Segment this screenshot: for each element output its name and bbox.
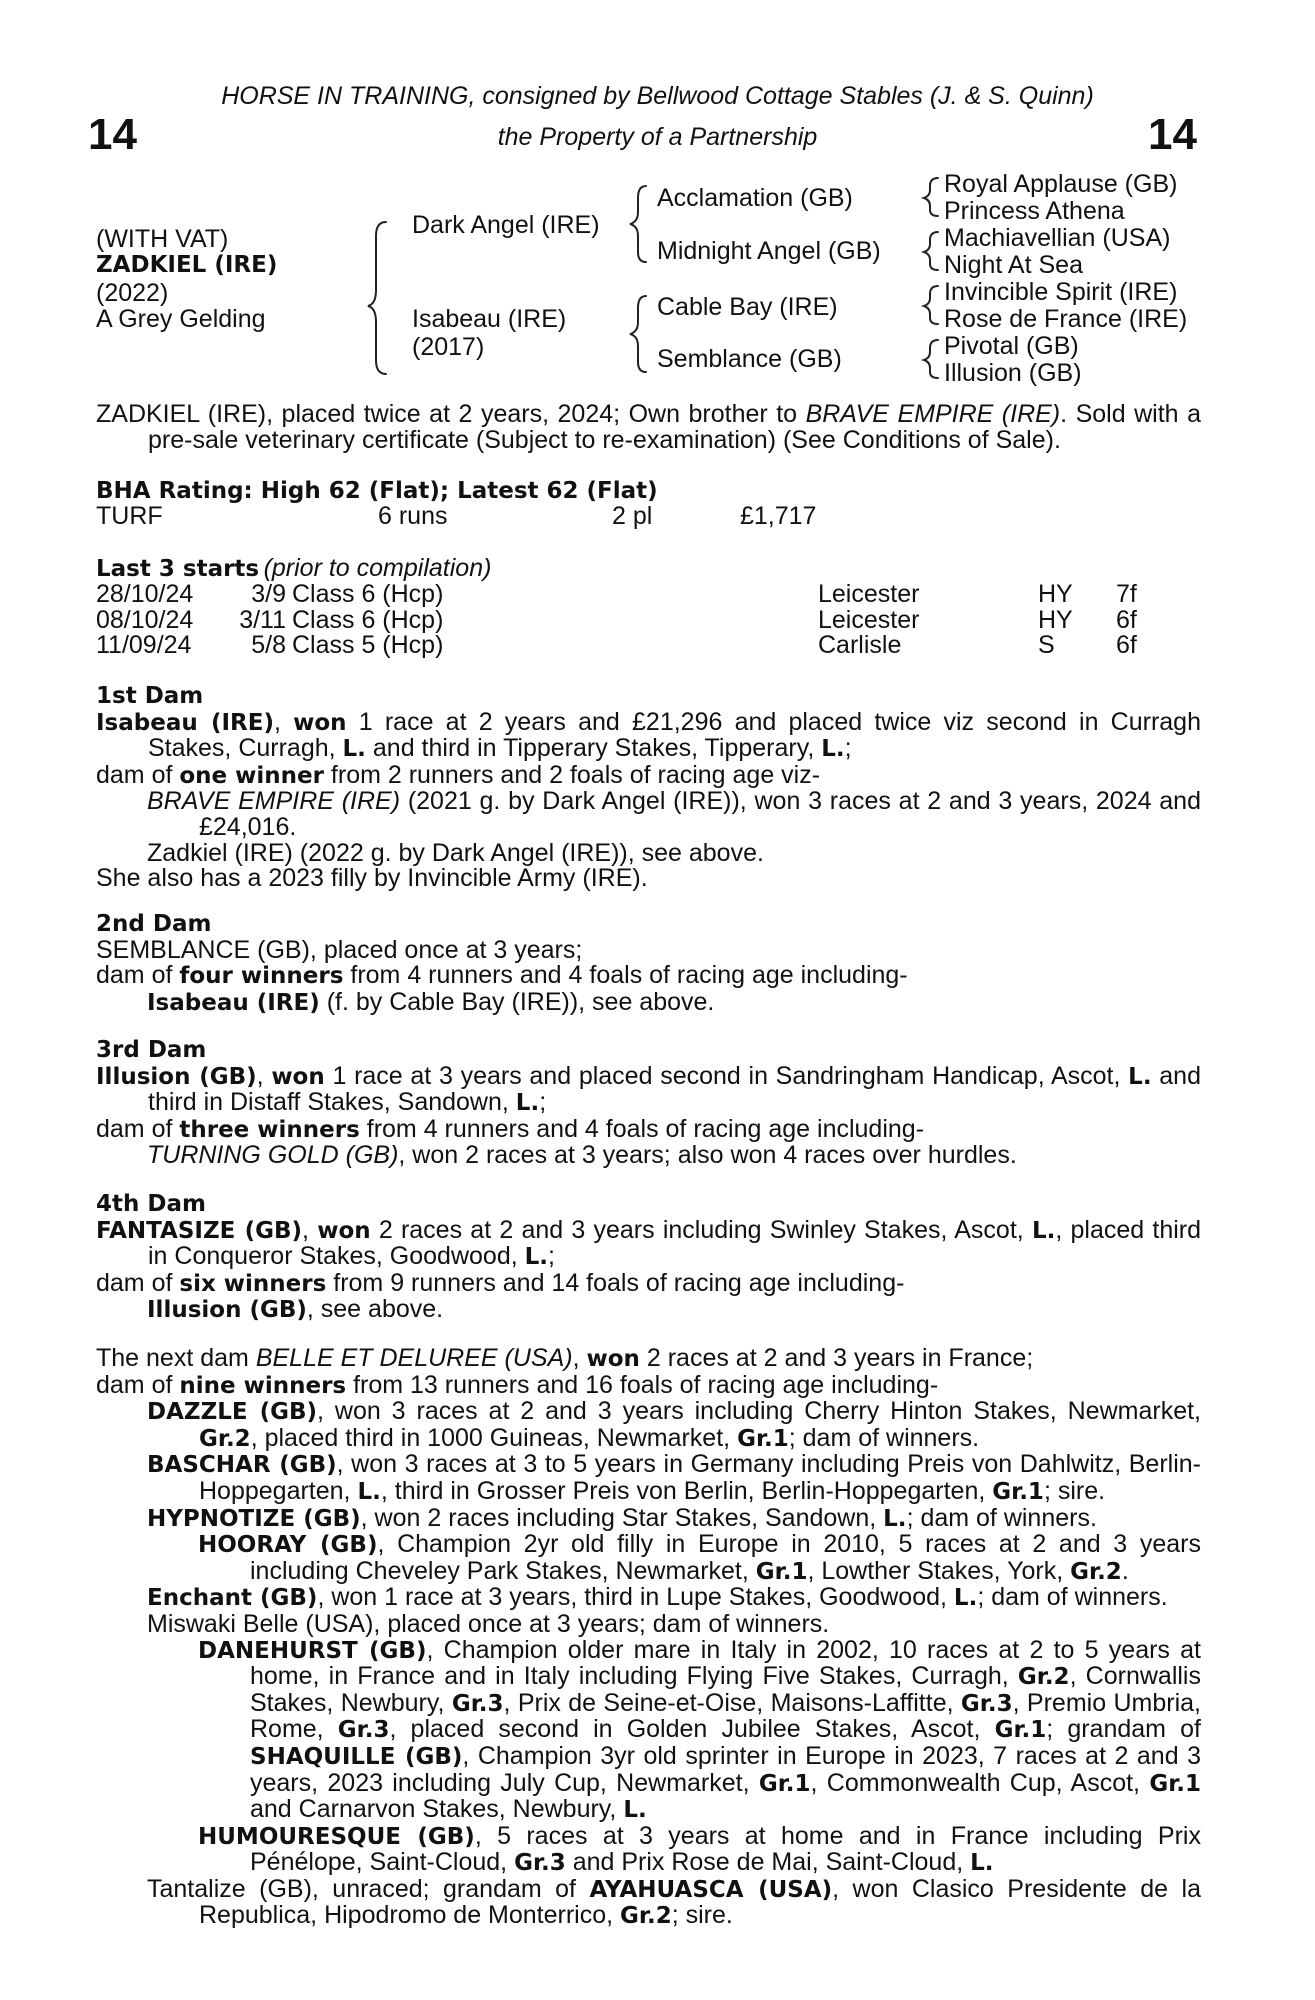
third-dam-heading: 3rd Dam	[96, 1037, 207, 1063]
first-dam-heading: 1st Dam	[96, 683, 204, 709]
start-row	[96, 607, 1196, 633]
horse-description: A Grey Gelding	[96, 305, 266, 333]
start-dist: 6f	[1116, 605, 1137, 634]
start-course: Carlisle	[818, 631, 902, 659]
start-pos: 3/11	[239, 605, 286, 634]
dam-dam: Semblance (GB)	[657, 345, 842, 373]
horse-name: ZADKIEL (IRE)	[96, 252, 278, 278]
start-going: S	[1038, 631, 1055, 659]
summary-paragraph: ZADKIEL (IRE), placed twice at 2 years, 2024; Own brother to BRAVE EMPIRE (IRE). Sold with a pre-sale veterinary certificate (Subject to re-examination) (See Conditions of Sale).	[96, 400, 1201, 454]
dam-year: (2017)	[412, 333, 485, 361]
property-line: the Property of a Partnership	[497, 123, 818, 151]
sire-sire: Acclamation (GB)	[657, 184, 853, 212]
rating-prize: £1,717	[740, 502, 817, 530]
bha-rating-title: BHA Rating: High 62 (Flat); Latest 62 (Flat)	[96, 478, 658, 504]
brace-g2	[924, 232, 938, 270]
start-going: HY	[1038, 580, 1073, 608]
rating-placed: 2 pl	[612, 502, 653, 530]
foaling-year: (2022)	[96, 279, 169, 307]
vat-label: (WITH VAT)	[96, 225, 229, 253]
fourth-dam-heading: 4th Dam	[96, 1191, 206, 1217]
grandparent-3: Machiavellian (USA)	[944, 224, 1171, 252]
grandparent-4: Night At Sea	[944, 251, 1083, 279]
brace-gen1	[368, 222, 386, 374]
lot-number-right: 14	[1148, 110, 1197, 159]
sire-dam: Midnight Angel (GB)	[657, 237, 881, 265]
grandparent-2: Princess Athena	[944, 197, 1125, 225]
start-row	[96, 632, 1196, 658]
start-race: Class 6 (Hcp)	[292, 605, 444, 634]
dam-sire: Cable Bay (IRE)	[657, 293, 838, 321]
grandparent-8: Illusion (GB)	[944, 359, 1082, 387]
sire-name: Dark Angel (IRE)	[412, 211, 600, 239]
first-dam-section: 1st Dam Isabeau (IRE), won 1 race at 2 years and £21,296 and placed twice viz second in Curragh Stakes, Curragh, L. and third in Tipperary Stakes, Tipperary, L.; dam of one winner from 2 runners and 2 foals of racing age viz- BRAVE EMPIRE (IRE) (2021 g. by Dark Angel (IRE)), won 3 races at 2 and 3 years, 2024 and £24,016. Zadkiel (IRE) (2022 g. by Dark Angel (IRE)), see above. She also has a 2023 filly by Invincible Army (IRE).	[96, 683, 1201, 893]
rating-surface: TURF	[96, 502, 163, 530]
start-race: Class 6 (Hcp)	[292, 580, 444, 608]
start-dist: 7f	[1116, 580, 1137, 608]
consignor-line: HORSE IN TRAINING, consigned by Bellwood Cottage Stables (J. & S. Quinn)	[221, 82, 1094, 110]
lot-number-left: 14	[88, 110, 137, 159]
fourth-dam-section: 4th Dam FANTASIZE (GB), won 2 races at 2 and 3 years including Swinley Stakes, Ascot, L., placed third in Conqueror Stakes, Goodwood, L.; dam of six winners from 9 runners and 14 foals of racing age including- Illusion (GB), see above.	[96, 1191, 1202, 1324]
last-starts-heading: Last 3 starts (prior to compilation)	[96, 554, 492, 582]
rating-runs: 6 runs	[378, 502, 448, 530]
next-dam-section: The next dam BELLE ET DELUREE (USA), won 2 races at 2 and 3 years in France; dam of nine winners from 13 runners and 16 foals of racing age including- DAZZLE (GB), won 3 races at 2 and 3 years including Cherry Hinton Stakes, Newmarket, Gr.2, placed third in 1000 Guineas, Newmarket, Gr.1; dam of winners. BASCHAR (GB), won 3 races at 3 to 5 years in Germany including Preis von Dahlwitz, Berlin-Hoppegarten, L., third in Grosser Preis von Berlin, Berlin-Hoppegarten, Gr.1; sire. HYPNOTIZE (GB), won 2 races including Star Stakes, Sandown, L.; dam of winners. HOORAY (GB), Champion 2yr old filly in Europe in 2010, 5 races at 2 and 3 years including Cheveley Park Stakes, Newmarket, Gr.1, Lowther Stakes, York, Gr.2. Enchant (GB), won 1 race at 3 years, third in Lupe Stakes, Goodwood, L.; dam of winners. Miswaki Belle (USA), placed once at 3 years; dam of winners. DANEHURST (GB), Champion older mare in Italy in 2002, 10 races at 2 to 5 years at home, in France and in Italy including Flying Five Stakes, Curragh, Gr.2, Cornwallis Stakes, Newbury, Gr.3, Prix de Seine-et-Oise, Maisons-Laffitte, Gr.3, Premio Umbria, Rome, Gr.3, placed second in Golden Jubilee Stakes, Ascot, Gr.1; grandam of SHAQUILLE (GB), Champion 3yr old sprinter in Europe in 2023, 7 races at 2 and 3 years, 2023 including July Cup, Newmarket, Gr.1, Commonwealth Cup, Ascot, Gr.1 and Carnarvon Stakes, Newbury, L. HUMOURESQUE (GB), 5 races at 3 years at home and in France including Prix Pénélope, Saint-Cloud, Gr.3 and Prix Rose de Mai, Saint-Cloud, L. Tantalize (GB), unraced; grandam of AYAHUASCA (USA), won Clasico Presidente de la Republica, Hipodromo de Monterrico, Gr.2; sire.	[96, 1344, 1202, 1930]
start-course: Leicester	[818, 605, 920, 634]
brace-g3	[924, 286, 938, 324]
second-dam-heading: 2nd Dam	[96, 911, 212, 937]
grandparent-6: Rose de France (IRE)	[944, 305, 1188, 333]
start-row	[96, 581, 1196, 607]
grandparent-1: Royal Applause (GB)	[944, 170, 1178, 198]
third-dam-section: 3rd Dam Illusion (GB), won 1 race at 3 years and placed second in Sandringham Handicap, Ascot, L. and third in Distaff Stakes, Sandown, L.; dam of three winners from 4 runners and 4 foals of racing age including- TURNING GOLD (GB), won 2 races at 3 years; also won 4 races over hurdles.	[96, 1037, 1201, 1170]
dam-name: Isabeau (IRE)	[412, 305, 567, 333]
start-course: Leicester	[818, 580, 920, 608]
start-date: 08/10/24	[96, 605, 194, 634]
start-pos: 3/9	[251, 580, 286, 608]
start-going: HY	[1038, 605, 1073, 634]
start-pos: 5/8	[251, 631, 286, 659]
start-date: 11/09/24	[96, 631, 192, 659]
grandparent-7: Pivotal (GB)	[944, 332, 1079, 360]
brace-g1	[924, 178, 938, 216]
grandparent-5: Invincible Spirit (IRE)	[944, 278, 1178, 306]
start-dist: 6f	[1116, 631, 1137, 659]
brace-dam	[630, 296, 646, 372]
start-race: Class 5 (Hcp)	[292, 631, 444, 659]
brace-g4	[924, 340, 938, 378]
start-date: 28/10/24	[96, 580, 194, 608]
brace-sire	[630, 186, 646, 262]
second-dam-section: 2nd Dam SEMBLANCE (GB), placed once at 3 years; dam of four winners from 4 runners and 4 foals of racing age including- Isabeau (IRE) (f. by Cable Bay (IRE)), see above.	[96, 912, 1201, 1016]
